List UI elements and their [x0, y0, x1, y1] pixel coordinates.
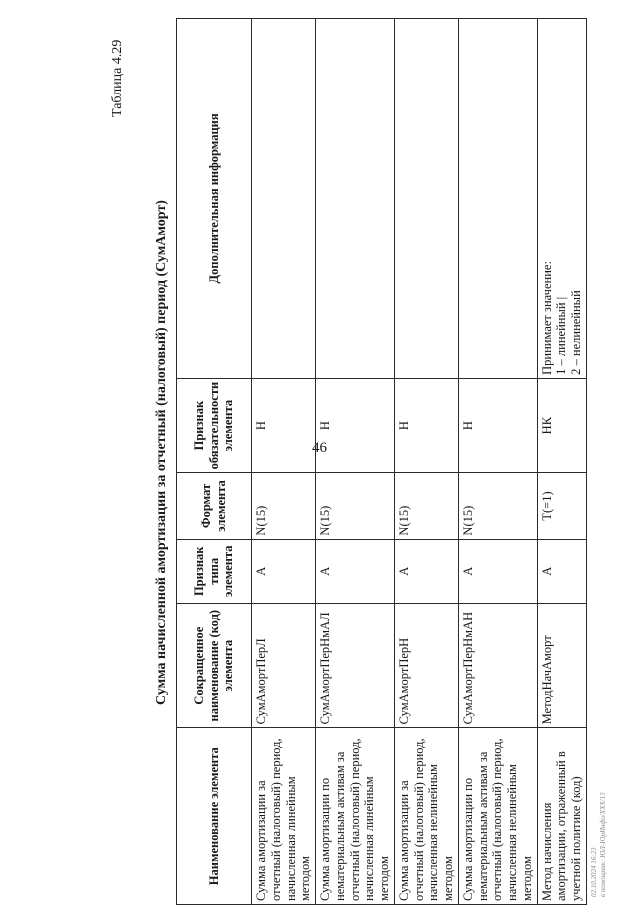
- info-line: 1 – линейный |: [554, 296, 569, 375]
- cell-name: Сумма амортизации по нематериальным активам за отчетный (налоговый) период, начисленная нелинейным методом: [458, 728, 537, 905]
- table-row: [394, 19, 458, 905]
- cell-code: СумАмортПерЛ: [252, 603, 316, 727]
- info-line: Принимает значение:: [539, 261, 554, 375]
- column-header-format: Формат элемента: [177, 473, 252, 539]
- table-row: [537, 19, 586, 905]
- elements-table: [176, 18, 587, 905]
- cell-type: А: [394, 539, 458, 603]
- table-label: Таблица 4.29: [110, 39, 125, 117]
- stamp-line: 02.10.2024 16:23: [590, 847, 598, 897]
- cell-required: НК: [537, 378, 586, 473]
- cell-name: Сумма амортизации за отчетный (налоговый) период, начисленная нелинейным методом: [394, 728, 458, 905]
- cell-required: Н: [252, 378, 316, 473]
- cell-type: А: [537, 539, 586, 603]
- stamp-line: в помощник: ЮЛ-ЮрИнфо/ХХХ/13: [599, 792, 608, 897]
- cell-name: Сумма амортизации за отчетный (налоговый) период, начисленная линейным методом: [252, 728, 316, 905]
- cell-info: [252, 19, 316, 379]
- column-header-type: Признак типа элемента: [177, 539, 252, 603]
- table-row: [458, 19, 537, 905]
- column-header-code: Сокращенное наименование (код) элемента: [177, 603, 252, 727]
- cell-format: N(15): [316, 473, 395, 539]
- column-header-required: Признак обязательности элемента: [177, 378, 252, 473]
- cell-code: СумАмортПерНмАН: [458, 603, 537, 727]
- table-title: Сумма начисленной амортизации за отчетный (налоговый) период (СумАморт): [154, 200, 169, 705]
- cell-required: Н: [458, 378, 537, 473]
- cell-info: [537, 19, 586, 379]
- cell-name: Метод начисления амортизации, отраженный в учетной политике (код): [537, 728, 586, 905]
- cell-code: МетодНачАморт: [537, 603, 586, 727]
- cell-code: СумАмортПерНмАЛ: [316, 603, 395, 727]
- page-number: 46: [312, 440, 327, 456]
- table-header-row: [177, 19, 252, 905]
- table-row: [316, 19, 395, 905]
- info-line: 2 – нелинейный: [569, 290, 583, 375]
- cell-name: Сумма амортизации по нематериальным активам за отчетный (налоговый) период, начисленная линейным методом: [316, 728, 395, 905]
- cell-type: А: [316, 539, 395, 603]
- column-header-name: Наименование элемента: [177, 728, 252, 905]
- column-header-info: Дополнительная информация: [177, 19, 252, 379]
- cell-type: А: [458, 539, 537, 603]
- cell-required: Н: [316, 378, 395, 473]
- cell-type: А: [252, 539, 316, 603]
- print-stamp: [590, 792, 608, 897]
- cell-info: [316, 19, 395, 379]
- cell-format: N(15): [394, 473, 458, 539]
- table-row: [252, 19, 316, 905]
- cell-info: [458, 19, 537, 379]
- cell-format: N(15): [252, 473, 316, 539]
- cell-format: T(=1): [537, 473, 586, 539]
- cell-info: [394, 19, 458, 379]
- cell-code: СумАмортПерН: [394, 603, 458, 727]
- cell-required: Н: [394, 378, 458, 473]
- cell-format: N(15): [458, 473, 537, 539]
